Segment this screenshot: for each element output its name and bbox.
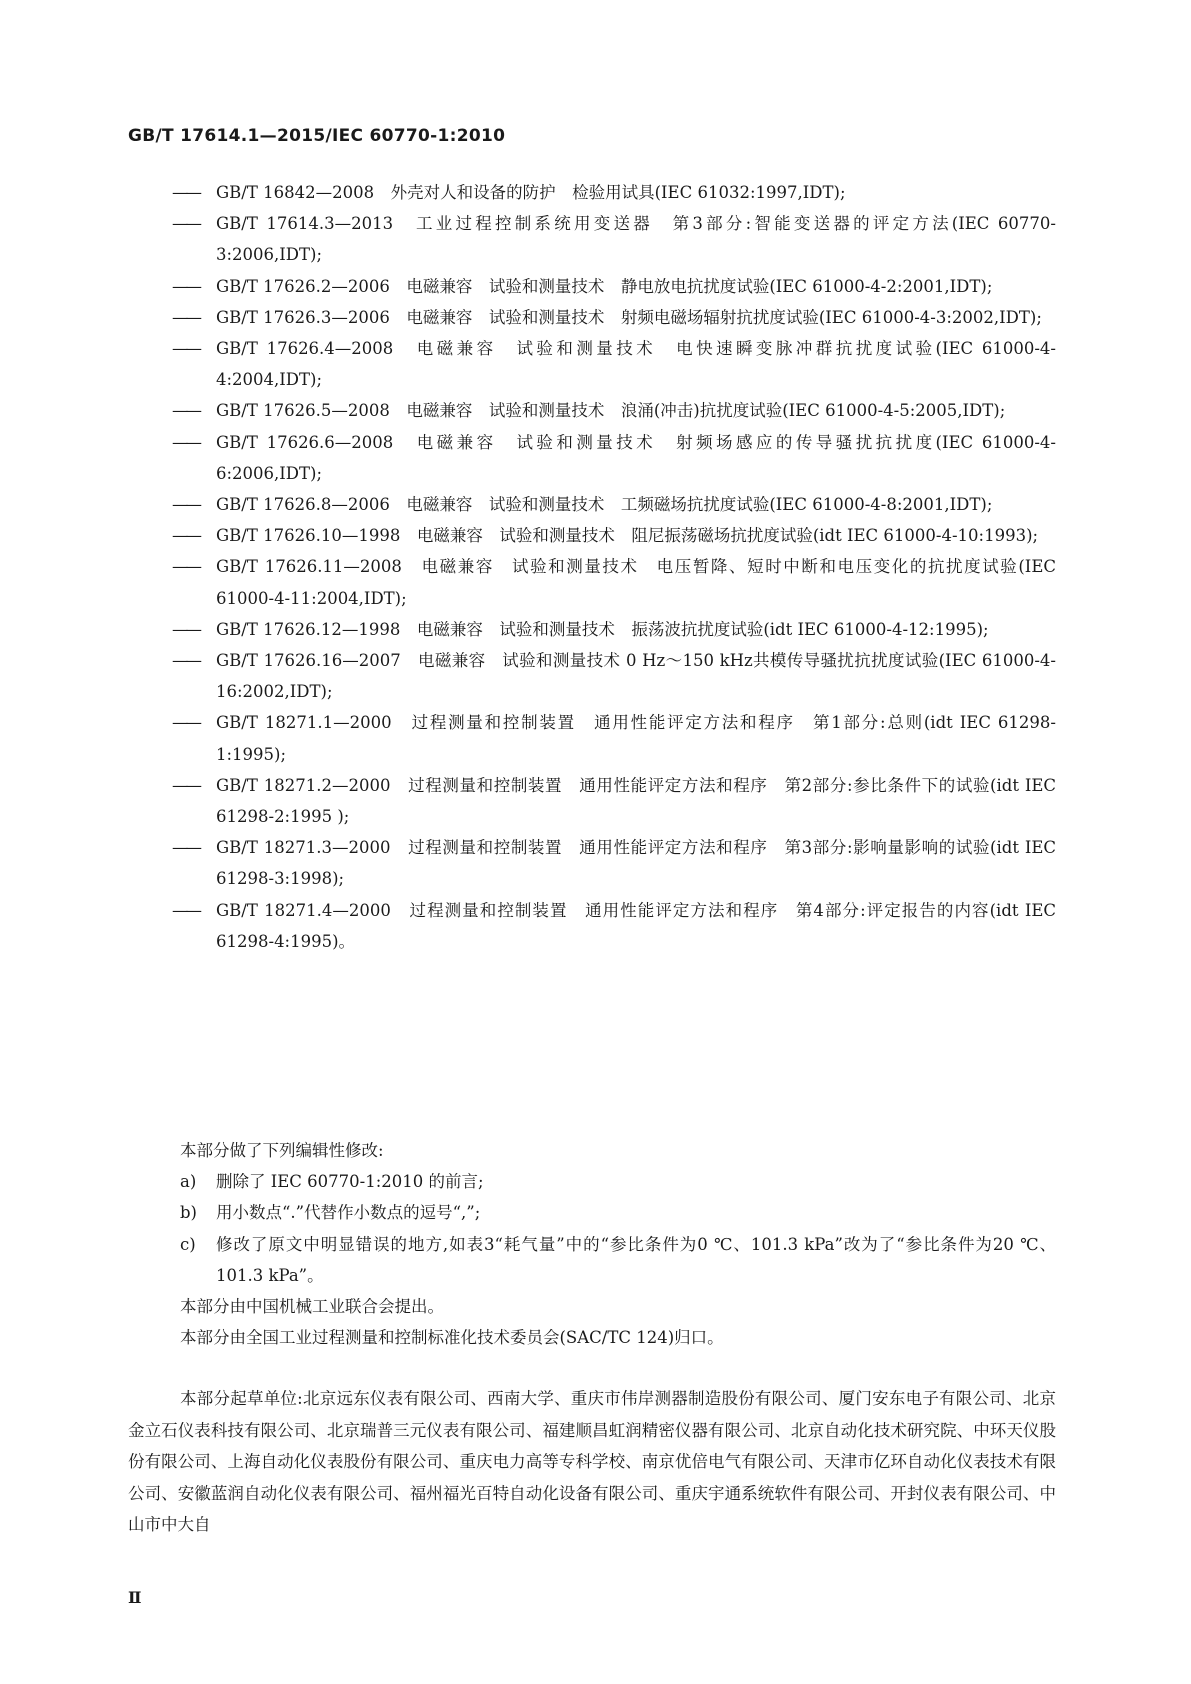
list-item	[172, 1166, 1056, 1197]
reference-text: GB/T 17626.11—2008 电磁兼容 试验和测量技术 电压暂降、短时中断和电压变化的抗扰度试验(IEC 61000-4-11:2004,IDT);	[216, 557, 1056, 608]
list-dash: ——	[172, 651, 199, 671]
list-dash: ——	[172, 339, 199, 359]
editorial-section	[172, 1135, 1056, 1353]
reference-text: GB/T 17626.3—2006 电磁兼容 试验和测量技术 射频电磁场辐射抗扰度试验(IEC 61000-4-3:2002,IDT);	[216, 307, 1042, 327]
reference-text: GB/T 17626.4—2008 电磁兼容 试验和测量技术 电快速瞬变脉冲群抗扰度试验(IEC 61000-4-4:2004,IDT);	[216, 339, 1056, 390]
list-item	[172, 895, 1056, 957]
list-item	[172, 1197, 1056, 1228]
list-dash: ——	[172, 401, 199, 421]
list-dash: ——	[172, 495, 199, 515]
list-dash: ——	[172, 619, 199, 639]
reference-text: GB/T 17626.16—2007 电磁兼容 试验和测量技术 0 Hz～150 kHz共模传导骚扰抗扰度试验(IEC 61000-4-16:2002,IDT);	[216, 651, 1056, 702]
list-dash: ——	[172, 276, 199, 296]
reference-text: GB/T 16842—2008 外壳对人和设备的防护 检验用试具(IEC 61032:1997,IDT);	[216, 183, 846, 202]
list-dash: ——	[172, 432, 199, 452]
list-item	[172, 489, 1056, 520]
list-item	[172, 520, 1056, 551]
list-item	[172, 271, 1056, 302]
list-item	[172, 302, 1056, 333]
reference-text: GB/T 18271.2—2000 过程测量和控制装置 通用性能评定方法和程序 第2部分:参比条件下的试验(idt IEC 61298-2:1995 );	[216, 775, 1056, 827]
reference-text: GB/T 17626.2—2006 电磁兼容 试验和测量技术 静电放电抗扰度试验(IEC 61000-4-2:2001,IDT);	[216, 276, 993, 296]
list-item	[172, 395, 1056, 426]
list-item	[172, 427, 1056, 489]
edits-list	[172, 1166, 1056, 1291]
page-number: Ⅱ	[128, 1588, 142, 1607]
normative-references-list	[172, 177, 1056, 957]
list-dash: ——	[172, 526, 199, 546]
item-text: 修改了原文中明显错误的地方,如表3“耗气量”中的“参比条件为0 ℃、101.3 kPa”改为了“参比条件为20 ℃、101.3 kPa”。	[216, 1234, 1056, 1285]
item-text: 删除了 IEC 60770-1:2010 的前言;	[216, 1172, 484, 1192]
list-item	[172, 832, 1056, 894]
list-dash: ——	[172, 713, 199, 733]
item-marker: a)	[180, 1172, 197, 1192]
reference-text: GB/T 17626.5—2008 电磁兼容 试验和测量技术 浪涌(冲击)抗扰度试验(IEC 61000-4-5:2005,IDT);	[216, 401, 1006, 421]
item-text: 用小数点“.”代替作小数点的逗号“,”;	[216, 1203, 481, 1223]
item-marker: b)	[180, 1203, 197, 1223]
reference-text: GB/T 17626.12—1998 电磁兼容 试验和测量技术 振荡波抗扰度试验(idt IEC 61000-4-12:1995);	[216, 619, 989, 639]
list-item	[172, 208, 1056, 270]
list-dash: ——	[172, 900, 199, 920]
list-item	[172, 614, 1056, 645]
list-item	[172, 645, 1056, 707]
drafting-units-paragraph: 本部分起草单位:北京远东仪表有限公司、西南大学、重庆市伟岸测器制造股份有限公司、厦门安东电子有限公司、北京金立石仪表科技有限公司、北京瑞普三元仪表有限公司、福建顺昌虹润精密仪器有限公司、北京自动化技术研究院、中环天仪股份有限公司、上海自动化仪表股份有限公司、重庆电力高等专科学校、南京优倍电气有限公司、天津市亿环自动化仪表技术有限公司、安徽蓝润自动化仪表有限公司、福州福光百特自动化设备有限公司、重庆宇通系统软件有限公司、开封仪表有限公司、中山市中大自	[128, 1389, 1056, 1535]
reference-text: GB/T 18271.3—2000 过程测量和控制装置 通用性能评定方法和程序 第3部分:影响量影响的试验(idt IEC 61298-3:1998);	[216, 838, 1056, 889]
edits-intro: 本部分做了下列编辑性修改:	[180, 1141, 384, 1160]
list-dash: ——	[172, 214, 199, 234]
proposed-by-paragraph: 本部分由中国机械工业联合会提出。	[180, 1297, 444, 1317]
list-dash: ——	[172, 307, 199, 327]
list-item	[172, 707, 1056, 769]
reference-text: GB/T 17626.6—2008 电磁兼容 试验和测量技术 射频场感应的传导骚扰抗扰度(IEC 61000-4-6:2006,IDT);	[216, 432, 1056, 483]
list-item	[172, 333, 1056, 395]
item-marker: c)	[180, 1234, 196, 1254]
list-dash: ——	[172, 183, 199, 202]
reference-text: GB/T 17626.10—1998 电磁兼容 试验和测量技术 阻尼振荡磁场抗扰度试验(idt IEC 61000-4-10:1993);	[216, 526, 1039, 546]
list-item	[172, 551, 1056, 613]
jurisdiction-paragraph: 本部分由全国工业过程测量和控制标准化技术委员会(SAC/TC 124)归口。	[180, 1328, 724, 1348]
list-item	[172, 177, 1056, 208]
reference-text: GB/T 18271.1—2000 过程测量和控制装置 通用性能评定方法和程序 第1部分:总则(idt IEC 61298-1:1995);	[216, 713, 1056, 764]
list-dash: ——	[172, 557, 199, 577]
reference-text: GB/T 18271.4—2000 过程测量和控制装置 通用性能评定方法和程序 第4部分:评定报告的内容(idt IEC 61298-4:1995)。	[216, 900, 1056, 951]
reference-text: GB/T 17614.3—2013 工业过程控制系统用变送器 第3部分:智能变送器的评定方法(IEC 60770-3:2006,IDT);	[216, 214, 1056, 265]
list-item	[172, 1229, 1056, 1291]
reference-text: GB/T 17626.8—2006 电磁兼容 试验和测量技术 工频磁场抗扰度试验(IEC 61000-4-8:2001,IDT);	[216, 495, 993, 515]
list-dash: ——	[172, 775, 199, 795]
list-dash: ——	[172, 838, 199, 858]
standard-code-header: GB/T 17614.1—2015/IEC 60770-1:2010	[128, 126, 506, 146]
list-item	[172, 770, 1056, 832]
